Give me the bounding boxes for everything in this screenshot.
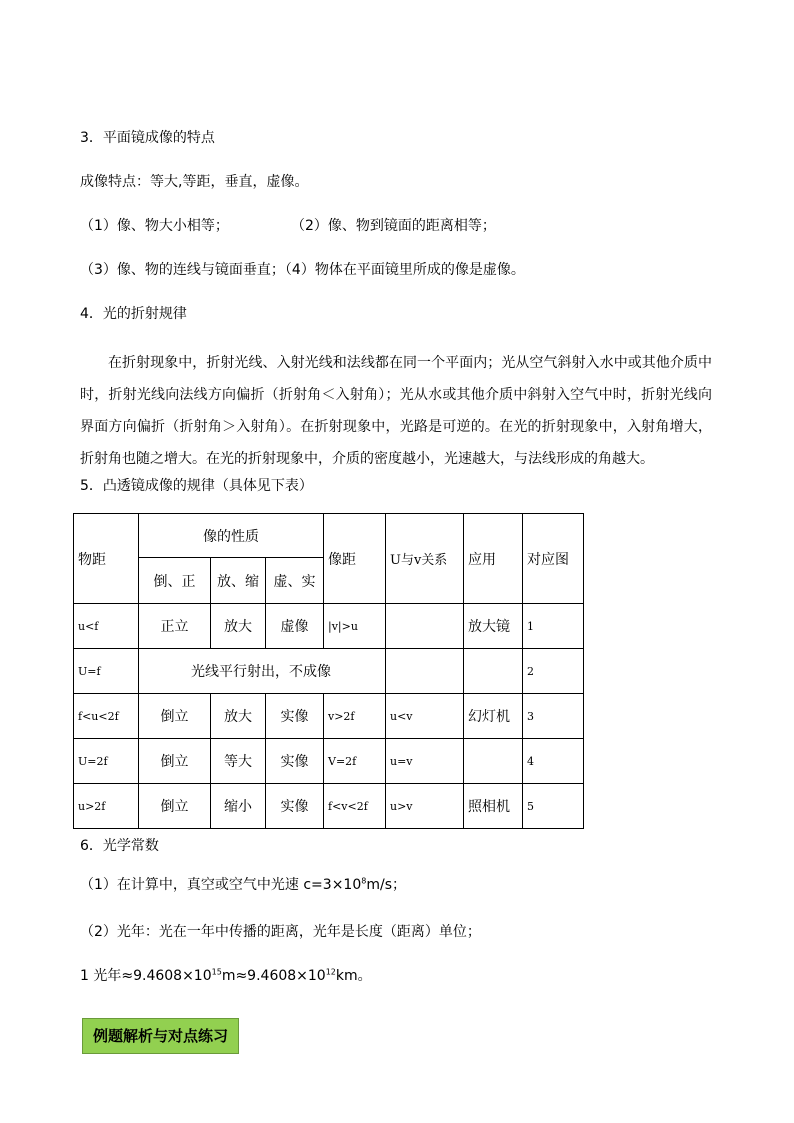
section3-title: 3．平面镜成像的特点 <box>80 130 215 146</box>
cell-application: 放大镜 <box>464 604 523 649</box>
section5-title: 5．凸透镜成像的规律（具体见下表） <box>80 478 313 494</box>
cell-figure: 3 <box>523 694 584 739</box>
cell-orientation: 正立 <box>139 604 211 649</box>
cell-kind: 实像 <box>266 739 324 784</box>
table-row <box>74 784 584 829</box>
cell-application: 幻灯机 <box>464 694 523 739</box>
cell-merged-note: 光线平行射出，不成像 <box>139 649 386 694</box>
table-row <box>74 694 584 739</box>
cell-image-distance: v>2f <box>324 694 386 739</box>
cell-orientation: 倒立 <box>139 739 211 784</box>
item1-prefix: （1）在计算中，真空或空气中光速 c=3×10 <box>80 877 362 893</box>
cell-application <box>464 649 523 694</box>
light-year-exp-2: 12 <box>325 967 336 977</box>
cell-object-distance: f<u<2f <box>74 694 139 739</box>
cell-object-distance: u<f <box>74 604 139 649</box>
cell-figure: 4 <box>523 739 584 784</box>
header-object-distance: 物距 <box>74 514 139 604</box>
cell-figure: 1 <box>523 604 584 649</box>
cell-relation <box>386 604 464 649</box>
cell-size: 缩小 <box>211 784 266 829</box>
section3-item1: （1）像、物大小相等； <box>80 218 229 234</box>
section3-item2: （2）像、物到镜面的距离相等； <box>291 218 496 234</box>
cell-relation <box>386 649 464 694</box>
light-year-exp-1: 15 <box>211 967 222 977</box>
header-relation: U与v关系 <box>386 514 464 604</box>
light-year-part-c: km。 <box>335 968 372 984</box>
cell-kind: 虚像 <box>266 604 324 649</box>
example-practice-banner: 例题解析与对点练习 <box>82 1018 239 1054</box>
cell-object-distance: U=f <box>74 649 139 694</box>
cell-object-distance: U=2f <box>74 739 139 784</box>
header-size: 放、缩 <box>211 558 266 604</box>
lens-imaging-table <box>73 513 584 829</box>
light-year-line <box>80 966 372 986</box>
cell-figure: 5 <box>523 784 584 829</box>
cell-figure: 2 <box>523 649 584 694</box>
table-row <box>74 739 584 784</box>
cell-size: 等大 <box>211 739 266 784</box>
section4-title: 4．光的折射规律 <box>80 306 187 322</box>
item1-suffix: m/s； <box>366 877 406 893</box>
cell-image-distance: V=2f <box>324 739 386 784</box>
item1-exponent: 8 <box>361 876 367 886</box>
section6-item2: （2）光年：光在一年中传播的距离，光年是长度（距离）单位； <box>80 924 481 940</box>
cell-size: 放大 <box>211 604 266 649</box>
cell-image-distance: f<v<2f <box>324 784 386 829</box>
header-image-distance: 像距 <box>324 514 386 604</box>
cell-relation: u=v <box>386 739 464 784</box>
table-row <box>74 604 584 649</box>
cell-kind: 实像 <box>266 694 324 739</box>
cell-orientation: 倒立 <box>139 784 211 829</box>
cell-application: 照相机 <box>464 784 523 829</box>
section6-title: 6．光学常数 <box>80 838 159 854</box>
cell-orientation: 倒立 <box>139 694 211 739</box>
light-year-part-a: 1 光年≈9.4608×10 <box>80 968 212 984</box>
header-kind: 虚、实 <box>266 558 324 604</box>
table-row <box>74 649 584 694</box>
section3-summary: 成像特点：等大,等距，垂直，虚像。 <box>80 174 309 190</box>
header-orientation: 倒、正 <box>139 558 211 604</box>
light-year-part-b: m≈9.4608×10 <box>221 968 326 984</box>
cell-application <box>464 739 523 784</box>
cell-relation: u>v <box>386 784 464 829</box>
cell-image-distance: |v|>u <box>324 604 386 649</box>
header-image-nature: 像的性质 <box>139 514 324 558</box>
cell-kind: 实像 <box>266 784 324 829</box>
header-figure: 对应图 <box>523 514 584 604</box>
section4-paragraph: 在折射现象中，折射光线、入射光线和法线都在同一个平面内；光从空气斜射入水中或其他介质中时，折射光线向法线方向偏折（折射角＜入射角）；光从水或其他介质中斜射入空气中时，折射光线向界面方向偏折（折射角＞入射角）。在折射现象中，光路是可逆的。在光的折射现象中，入射角增大，折射角也随之增大。在光的折射现象中，介质的密度越小，光速越大，与法线形成的角越大。 <box>80 355 712 467</box>
section6-item1 <box>80 875 406 895</box>
section3-item3-4: （3）像、物的连线与镜面垂直；（4）物体在平面镜里所成的像是虚像。 <box>80 262 525 278</box>
cell-size: 放大 <box>211 694 266 739</box>
cell-object-distance: u>2f <box>74 784 139 829</box>
cell-relation: u<v <box>386 694 464 739</box>
header-application: 应用 <box>464 514 523 604</box>
